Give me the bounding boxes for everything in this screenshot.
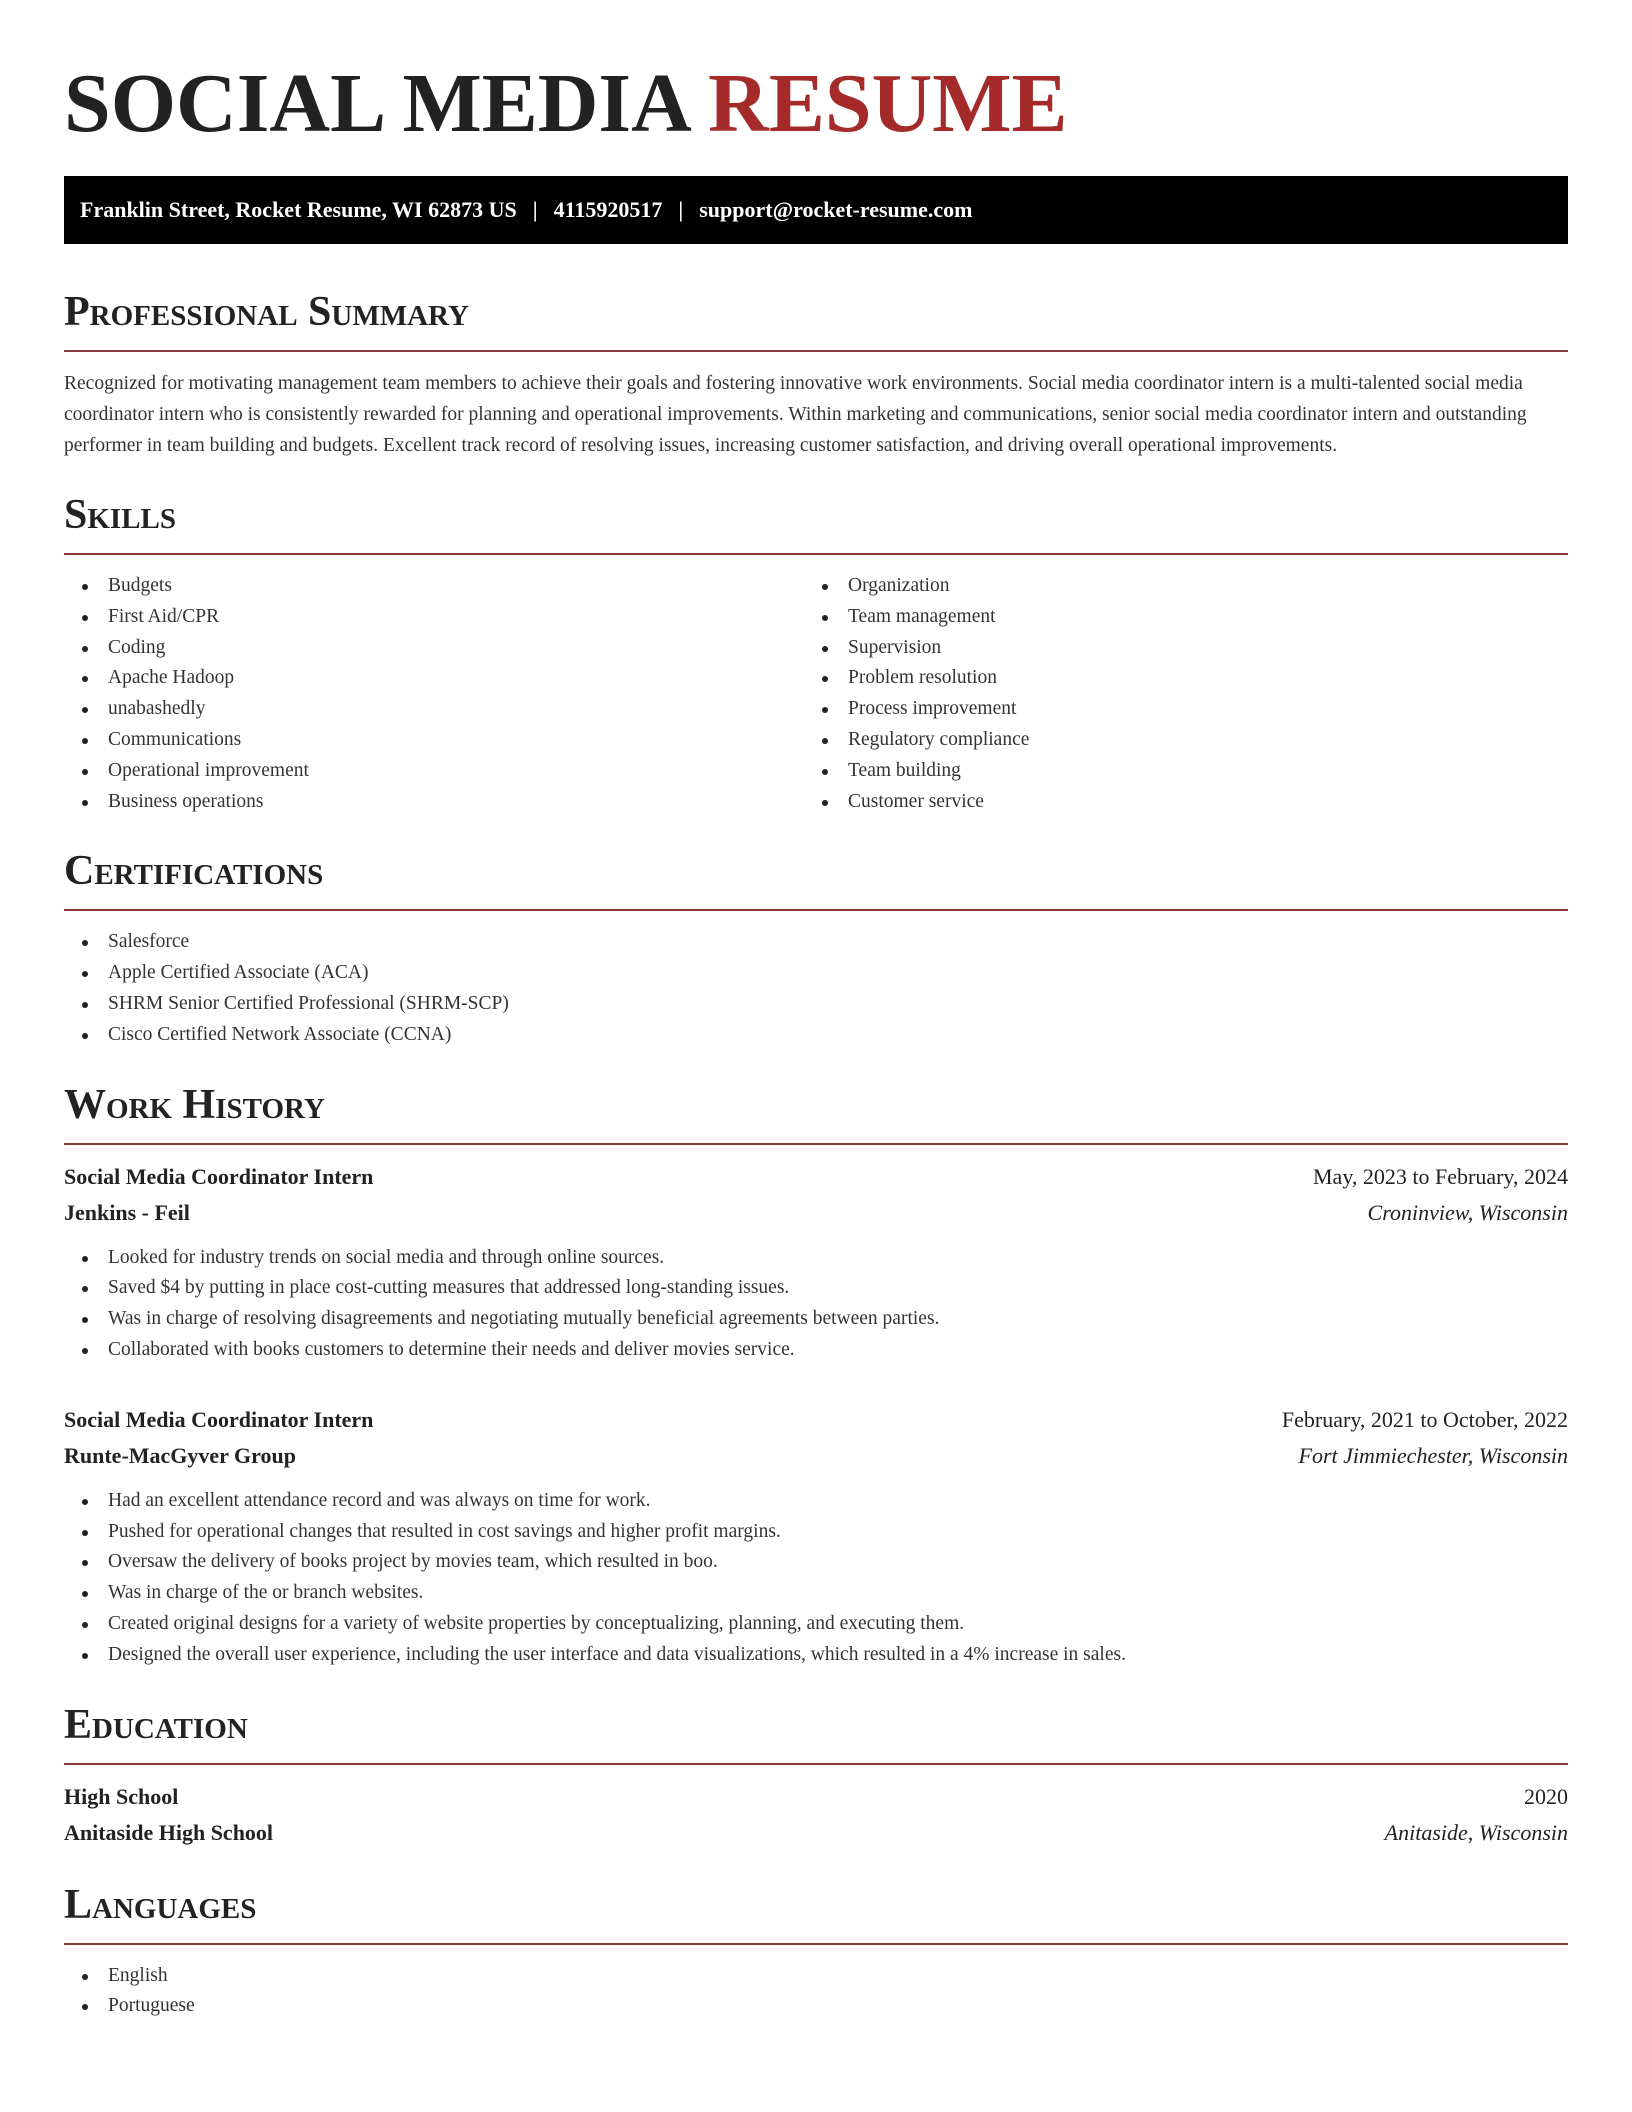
job-entry	[64, 1402, 1568, 1671]
certification-item: SHRM Senior Certified Professional (SHRM-SCP)	[64, 989, 1568, 1020]
job-bullet: Collaborated with books customers to determine their needs and deliver movies service.	[64, 1335, 1568, 1366]
name-last: RESUME	[708, 57, 1068, 150]
education-degree: High School	[64, 1783, 179, 1809]
section-title-summary: Professional Summary	[64, 289, 469, 335]
job-bullets	[64, 1243, 1568, 1366]
job-bullet: Was in charge of the or branch websites.	[64, 1578, 1568, 1609]
skill-item: First Aid/CPR	[64, 602, 804, 633]
skills-list-right	[804, 571, 1544, 817]
job-role: Social Media Coordinator Intern	[64, 1406, 374, 1432]
contact-bar	[64, 176, 1568, 244]
contact-separator: |	[532, 197, 538, 222]
job-entry	[64, 1159, 1568, 1366]
job-bullet: Was in charge of resolving disagreements and negotiating mutually beneficial agreements between parties.	[64, 1304, 1568, 1335]
job-company: Runte-MacGyver Group	[64, 1442, 296, 1468]
skill-item: Organization	[804, 571, 1544, 602]
certifications-list	[64, 927, 1568, 1050]
job-bullet: Saved $4 by putting in place cost-cutting measures that addressed long-standing issues.	[64, 1273, 1568, 1304]
contact-email: support@rocket-resume.com	[699, 197, 973, 222]
section-title-skills: Skills	[64, 492, 177, 538]
job-bullet: Designed the overall user experience, including the user interface and data visualizations, which resulted in a 4% increase in sales.	[64, 1640, 1568, 1671]
certification-item: Salesforce	[64, 927, 1568, 958]
skills-list-left	[64, 571, 804, 817]
section-title-languages: Languages	[64, 1881, 257, 1928]
education-header	[64, 1779, 1568, 1815]
skill-item: Process improvement	[804, 694, 1544, 725]
section-divider	[64, 1143, 1568, 1145]
skill-item: Supervision	[804, 633, 1544, 664]
job-bullets	[64, 1486, 1568, 1671]
section-divider	[64, 350, 1568, 352]
education-year: 2020	[1524, 1783, 1568, 1809]
job-subheader	[64, 1438, 1568, 1474]
job-dates: May, 2023 to February, 2024	[1313, 1163, 1568, 1189]
job-company: Jenkins - Feil	[64, 1199, 190, 1225]
job-location: Croninview, Wisconsin	[1367, 1199, 1568, 1225]
skills-columns	[64, 571, 1568, 817]
certification-item: Cisco Certified Network Associate (CCNA)	[64, 1020, 1568, 1051]
certification-item: Apple Certified Associate (ACA)	[64, 958, 1568, 989]
job-bullet: Oversaw the delivery of books project by movies team, which resulted in boo.	[64, 1547, 1568, 1578]
resume-page	[64, 0, 1568, 2022]
job-dates: February, 2021 to October, 2022	[1281, 1406, 1568, 1432]
languages-list	[64, 1961, 1568, 2023]
section-title-education: Education	[64, 1701, 248, 1748]
languages-section	[64, 1881, 1568, 2023]
skill-item: Problem resolution	[804, 663, 1544, 694]
name-first: SOCIAL MEDIA	[64, 57, 688, 150]
skill-item: Regulatory compliance	[804, 725, 1544, 756]
education-entry	[64, 1779, 1568, 1851]
skill-item: Coding	[64, 633, 804, 664]
skill-item: Business operations	[64, 787, 804, 818]
education-school: Anitaside High School	[64, 1819, 274, 1845]
summary-text: Recognized for motivating management team members to achieve their goals and fostering innovative work environments. Social media coordinator intern is a multi-talented social media coordinator intern who is consistently rewarded for planning and operational improvements. Within marketing and communications, senior social media coordinator intern and outstanding performer in team building and budgets. Excellent track record of resolving issues, increasing customer satisfaction, and driving overall operational improvements.	[64, 373, 1527, 456]
skill-item: Team building	[804, 756, 1544, 787]
job-subheader	[64, 1195, 1568, 1231]
job-header	[64, 1159, 1568, 1195]
job-bullet: Created original designs for a variety of website properties by conceptualizing, planning, and executing them.	[64, 1609, 1568, 1640]
language-item: English	[64, 1961, 1568, 1992]
section-divider	[64, 553, 1568, 555]
job-location: Fort Jimmiechester, Wisconsin	[1298, 1442, 1568, 1468]
contact-phone: 4115920517	[553, 197, 663, 222]
section-divider	[64, 1763, 1568, 1765]
skill-item: Customer service	[804, 787, 1544, 818]
work-section	[64, 1081, 1568, 1671]
resume-name	[64, 58, 1568, 150]
skills-section	[64, 491, 1568, 817]
education-location: Anitaside, Wisconsin	[1384, 1819, 1568, 1845]
skill-item: Budgets	[64, 571, 804, 602]
job-header	[64, 1402, 1568, 1438]
contact-address: Franklin Street, Rocket Resume, WI 62873 US	[80, 197, 517, 222]
section-title-certifications: Certifications	[64, 848, 324, 895]
contact-separator: |	[678, 197, 684, 222]
skill-item: unabashedly	[64, 694, 804, 725]
section-divider	[64, 909, 1568, 911]
skill-item: Team management	[804, 602, 1544, 633]
job-bullet: Looked for industry trends on social media and through online sources.	[64, 1243, 1568, 1274]
job-role: Social Media Coordinator Intern	[64, 1163, 374, 1189]
job-bullet: Had an excellent attendance record and was always on time for work.	[64, 1486, 1568, 1517]
skill-item: Communications	[64, 725, 804, 756]
summary-section	[64, 288, 1568, 461]
section-divider	[64, 1943, 1568, 1945]
language-item: Portuguese	[64, 1991, 1568, 2022]
certifications-section	[64, 847, 1568, 1050]
skill-item: Operational improvement	[64, 756, 804, 787]
education-section	[64, 1701, 1568, 1851]
skill-item: Apache Hadoop	[64, 663, 804, 694]
education-subheader	[64, 1815, 1568, 1851]
section-title-work: Work History	[64, 1081, 325, 1128]
job-bullet: Pushed for operational changes that resulted in cost savings and higher profit margins.	[64, 1517, 1568, 1548]
